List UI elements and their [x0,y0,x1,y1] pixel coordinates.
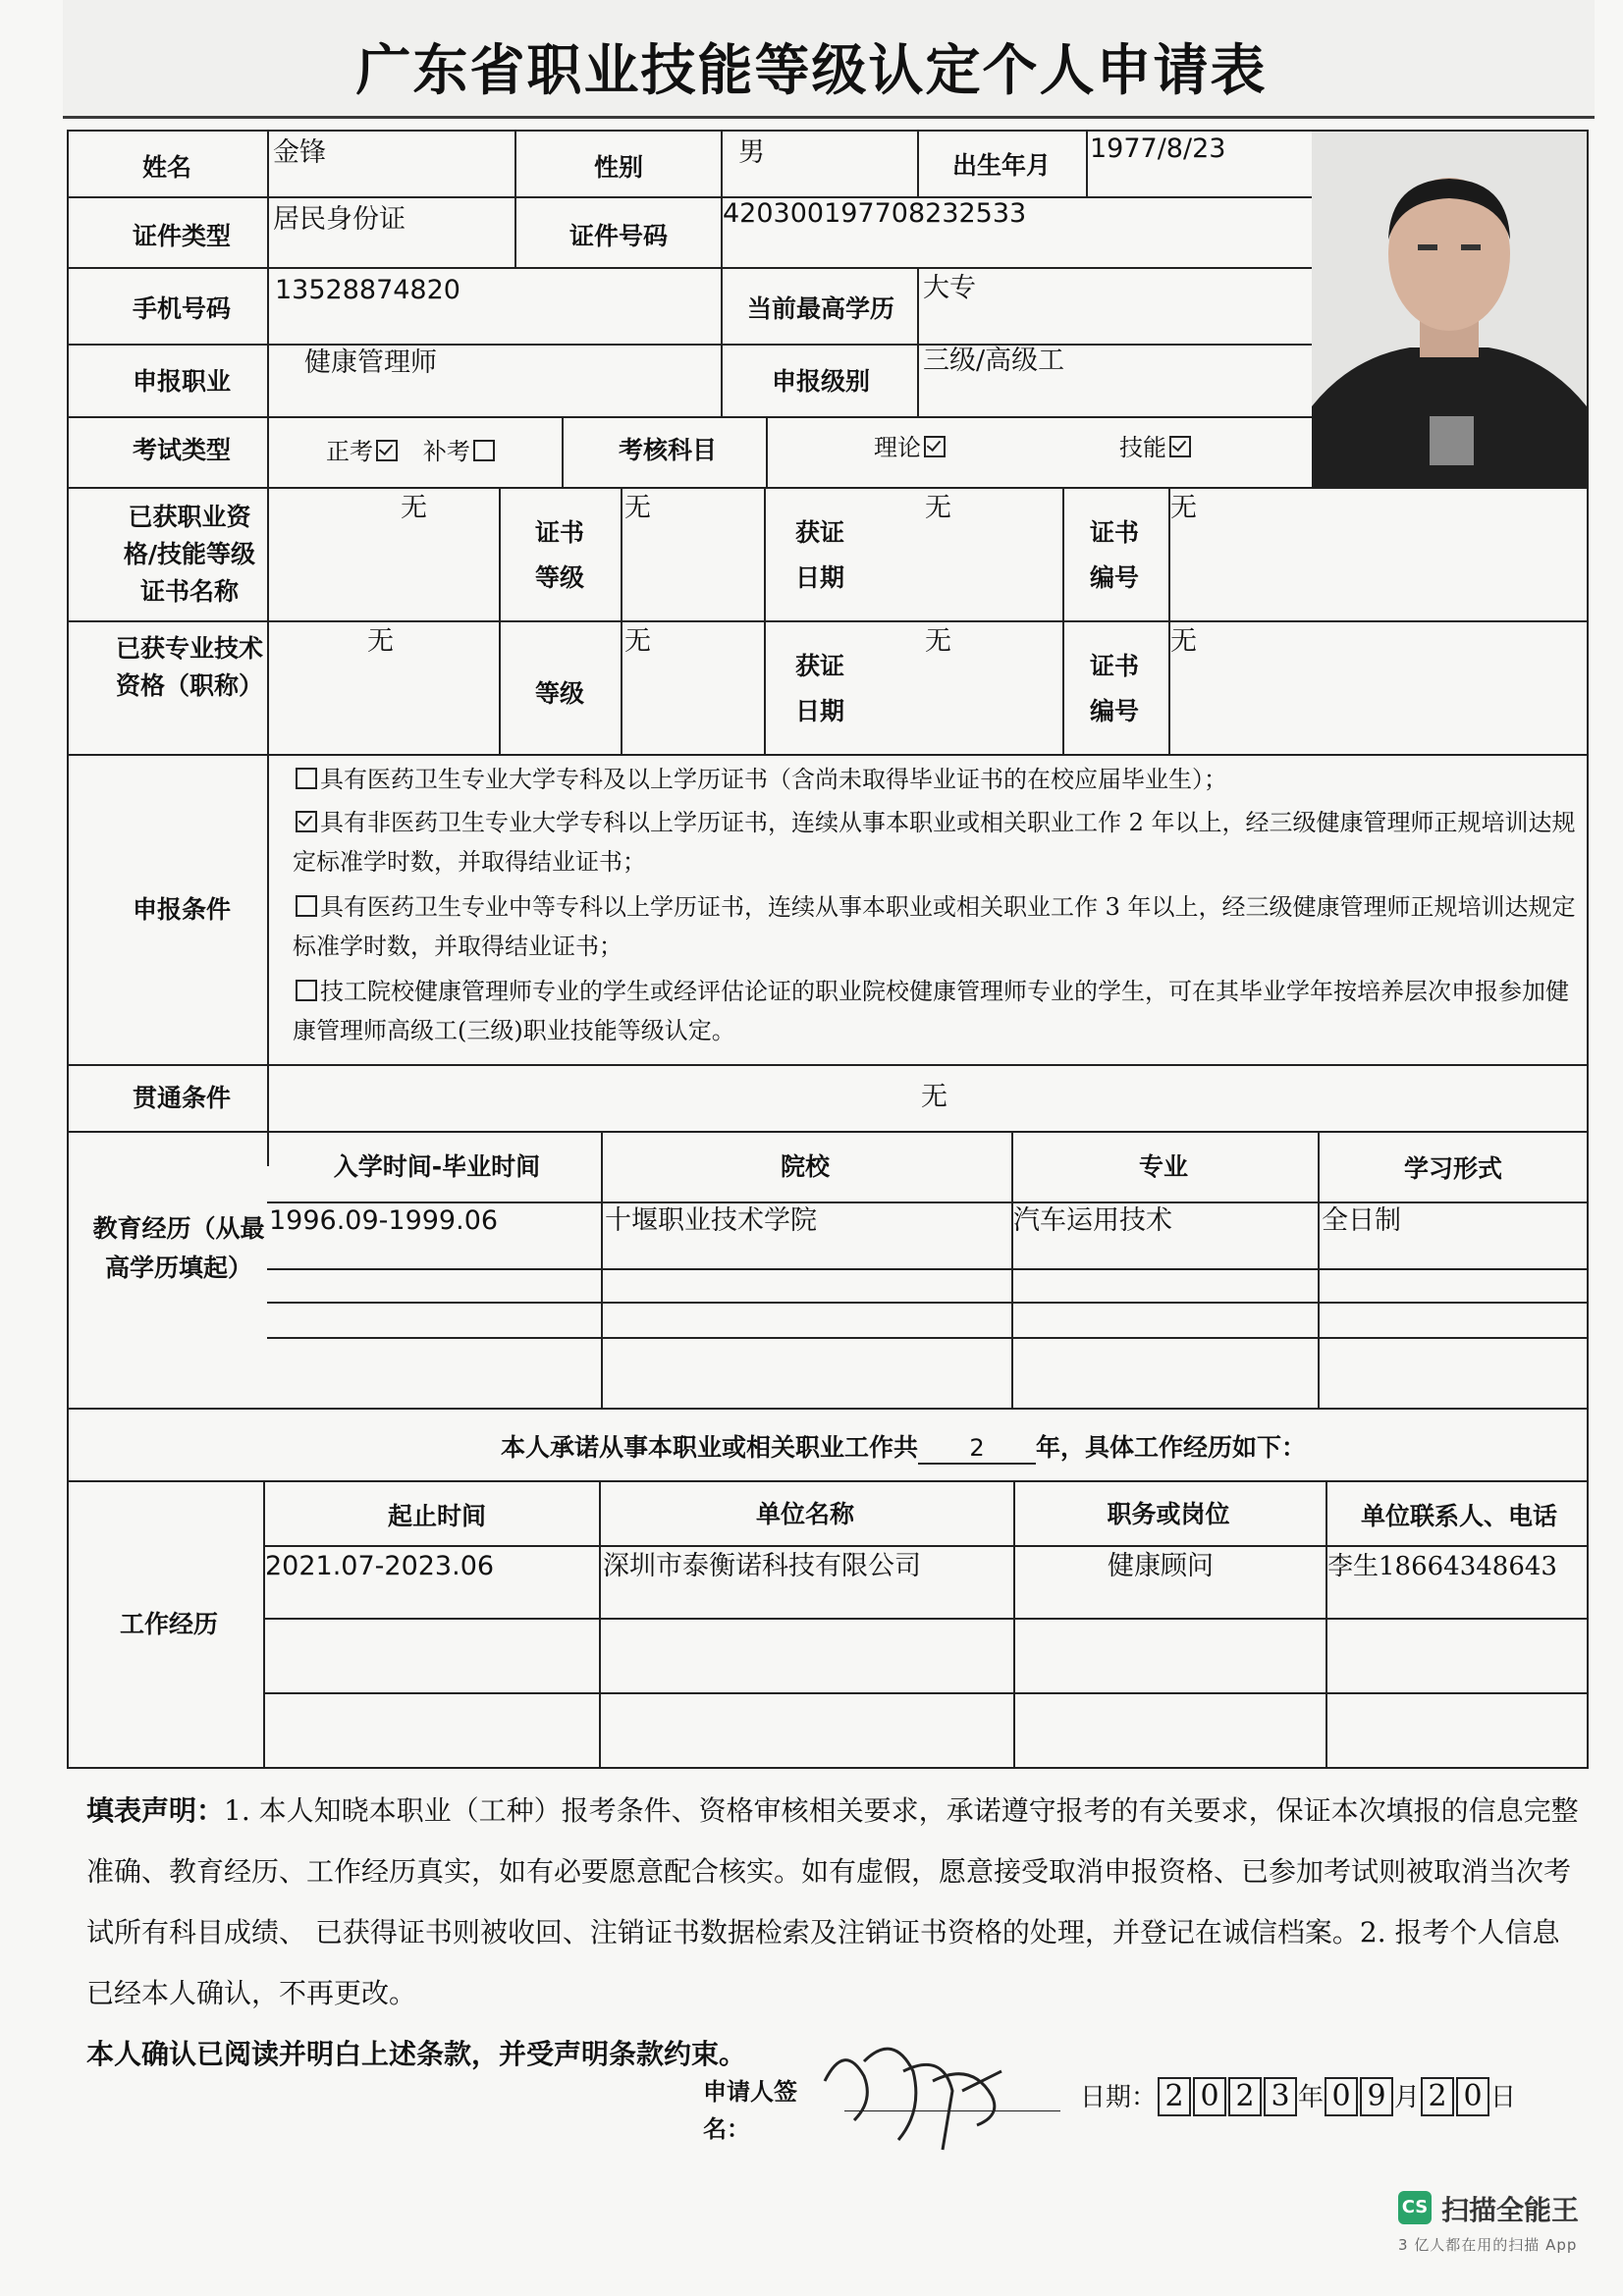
signer-label: 申请人签名： [703,2078,797,2143]
date-year-digit: 0 [1193,2077,1226,2116]
label-title-date-a: 获证 [794,652,844,680]
value-title-grade: 无 [624,626,651,657]
value-cert-name: 无 [401,493,427,523]
exam-opt-bukao-checkbox[interactable] [473,440,495,461]
exam-type-options [326,434,498,469]
label-cert-grade-b: 等级 [534,563,584,592]
date-year-digit: 3 [1264,2077,1297,2116]
label-education: 当前最高学历 [746,294,894,323]
label-education-history: 教育经历（从最高学历填起） [92,1214,265,1282]
work-col-contact: 单位联系人、电话 [1360,1502,1557,1530]
date-month-unit: 月 [1394,2083,1421,2112]
subject-opt-lilun [874,430,948,465]
condition-1 [293,760,1579,799]
work-row-company: 深圳市泰衡诺科技有限公司 [603,1551,921,1581]
label-title-name: 已获专业技术资格（职称） [116,634,264,700]
exam-opt-bukao-label: 补考 [422,438,470,465]
condition-2-checkbox[interactable] [296,811,317,832]
condition-3-checkbox[interactable] [296,895,317,917]
subject-opt-jineng [1119,430,1194,465]
label-exam-subject: 考核科目 [618,436,717,464]
label-id-no: 证件号码 [568,222,668,250]
value-cert-date: 无 [925,493,951,523]
portrait-image [1312,132,1587,487]
edu-row-school: 十堰职业技术学院 [605,1205,817,1236]
condition-1-text: 具有医药卫生专业大学专科及以上学历证书（含尚未取得毕业证书的在校应届毕业生）； [320,766,1227,793]
date-year-digit: 2 [1228,2077,1262,2116]
label-title-date-b: 日期 [794,697,844,725]
date-day-unit: 日 [1490,2083,1517,2112]
subject-lilun-label: 理论 [874,434,921,461]
label-occupation: 申报职业 [132,367,231,396]
date-month-digit: 0 [1325,2077,1358,2116]
work-col-position: 职务或岗位 [1107,1500,1230,1528]
edu-col-major: 专业 [1138,1152,1188,1181]
value-id-no: 420300197708232533 [723,198,1027,229]
edu-col-period: 入学时间-毕业时间 [333,1152,541,1181]
label-title-no-b: 编号 [1089,697,1139,725]
date-day-digit: 0 [1456,2077,1489,2116]
edu-row-major: 汽车运用技术 [1013,1205,1172,1236]
label-cert-grade-a: 证书 [534,518,584,547]
value-title-no: 无 [1170,626,1197,657]
value-phone: 13528874820 [275,275,460,305]
value-cert-no: 无 [1170,493,1197,523]
condition-3-text: 具有医药卫生专业中等专科以上学历证书，连续从事本职业或相关职业工作 3 年以上，经三级健康管理师正规培训达规定标准学时数，并取得结业证书； [293,893,1576,960]
work-row-position: 健康顾问 [1108,1551,1214,1581]
label-cert-date-b: 日期 [794,563,844,592]
value-level: 三级/高级工 [923,346,1065,376]
label-work-history: 工作经历 [119,1610,218,1638]
signature-image [805,2022,1031,2160]
label-exam-type: 考试类型 [132,436,231,464]
label-phone: 手机号码 [132,294,231,323]
label-cert-date-a: 获证 [794,518,844,547]
value-cert-grade: 无 [624,493,651,523]
condition-4 [293,972,1579,1050]
work-promise-text-a: 本人承诺从事本职业或相关职业工作共 [500,1433,918,1462]
label-name: 姓名 [141,153,191,182]
condition-4-checkbox[interactable] [296,980,317,1001]
label-cert-no-a: 证书 [1089,518,1139,547]
work-promise [412,1429,1394,1467]
declaration-body [86,1781,1579,2024]
exam-opt-zhengkao-label: 正考 [326,438,373,465]
value-birth: 1977/8/23 [1090,133,1226,164]
label-title-no-a: 证书 [1089,652,1139,680]
value-title-name: 无 [367,626,394,657]
value-title-date: 无 [925,626,951,657]
declaration-text: 1. 本人知晓本职业（工种）报考条件、资格审核相关要求，承诺遵守报考的有关要求，保证本次填报的信息完整准确、教育经历、工作经历真实，如有必要愿意配合核实。如有虚假，愿意接受取消申报资格、已参加考试则被取消当次考试所有科目成绩、 已获得证书则被收回、注销证书数据检索及注销证书资格的处理，并登记在诚信档案。2. 报考个人信息已经本人确认，不再更改。 [86,1794,1579,2009]
date-day-digit: 2 [1421,2077,1454,2116]
condition-4-text: 技工院校健康管理师专业的学生或经评估论证的职业院校健康管理师专业的学生，可在其毕业学年按培养层次申报参加健康管理师高级工(三级)职业技能等级认定。 [293,978,1569,1044]
condition-1-checkbox[interactable] [296,768,317,789]
declaration-head: 填表声明： [86,1794,225,1827]
condition-2 [293,803,1579,881]
edu-col-form: 学习形式 [1403,1154,1502,1183]
work-col-period: 起止时间 [387,1502,486,1530]
declaration-confirm: 本人确认已阅读并明白上述条款，并受声明条款约束。 [86,2038,747,2070]
label-conditions: 申报条件 [132,895,231,924]
work-promise-text-b: 年，具体工作经历如下： [1036,1433,1307,1462]
scanner-brand: 扫描全能王 [1441,2194,1580,2226]
value-occupation: 健康管理师 [304,347,437,378]
edu-row-period: 1996.09-1999.06 [269,1205,499,1236]
scanner-slogan: 3 亿人都在用的扫描 App [1398,2236,1578,2254]
label-through: 贯通条件 [132,1084,231,1112]
subject-jineng-checkbox[interactable] [1169,436,1191,457]
value-gender: 男 [738,137,765,168]
label-id-type: 证件类型 [132,222,231,250]
date-month-digit: 9 [1360,2077,1393,2116]
scanner-logo-icon: CS [1398,2191,1432,2224]
value-through: 无 [921,1082,947,1112]
subject-lilun-checkbox[interactable] [924,436,946,457]
value-id-type: 居民身份证 [273,204,406,235]
applicant-photo [1312,132,1587,487]
work-col-company: 单位名称 [755,1500,854,1528]
date-year-unit: 年 [1298,2083,1325,2112]
label-cert-name: 已获职业资格/技能等级证书名称 [123,503,256,606]
label-birth: 出生年月 [951,151,1051,180]
label-gender: 性别 [593,153,643,182]
subject-jineng-label: 技能 [1119,434,1166,461]
label-level: 申报级别 [771,367,870,396]
form-title: 广东省职业技能等级认定个人申请表 [355,39,1268,103]
label-title-grade: 等级 [534,679,584,708]
work-row-period: 2021.07-2023.06 [265,1551,495,1581]
value-education: 大专 [923,273,976,303]
date-label: 日期： [1080,2083,1158,2112]
value-name: 金锋 [273,137,326,168]
work-years-value: 2 [918,1433,1036,1465]
label-cert-no-b: 编号 [1089,563,1139,592]
work-row-contact: 李生18664348643 [1327,1552,1557,1581]
edu-row-form: 全日制 [1322,1205,1401,1236]
date-year-digit: 2 [1158,2077,1191,2116]
edu-col-school: 院校 [780,1152,830,1181]
date-field [1080,2077,1516,2116]
exam-opt-zhengkao-checkbox[interactable] [376,440,398,461]
condition-3 [293,887,1579,966]
condition-2-text: 具有非医药卫生专业大学专科以上学历证书，连续从事本职业或相关职业工作 2 年以上，经三级健康管理师正规培训达规定标准学时数，并取得结业证书； [293,809,1576,876]
